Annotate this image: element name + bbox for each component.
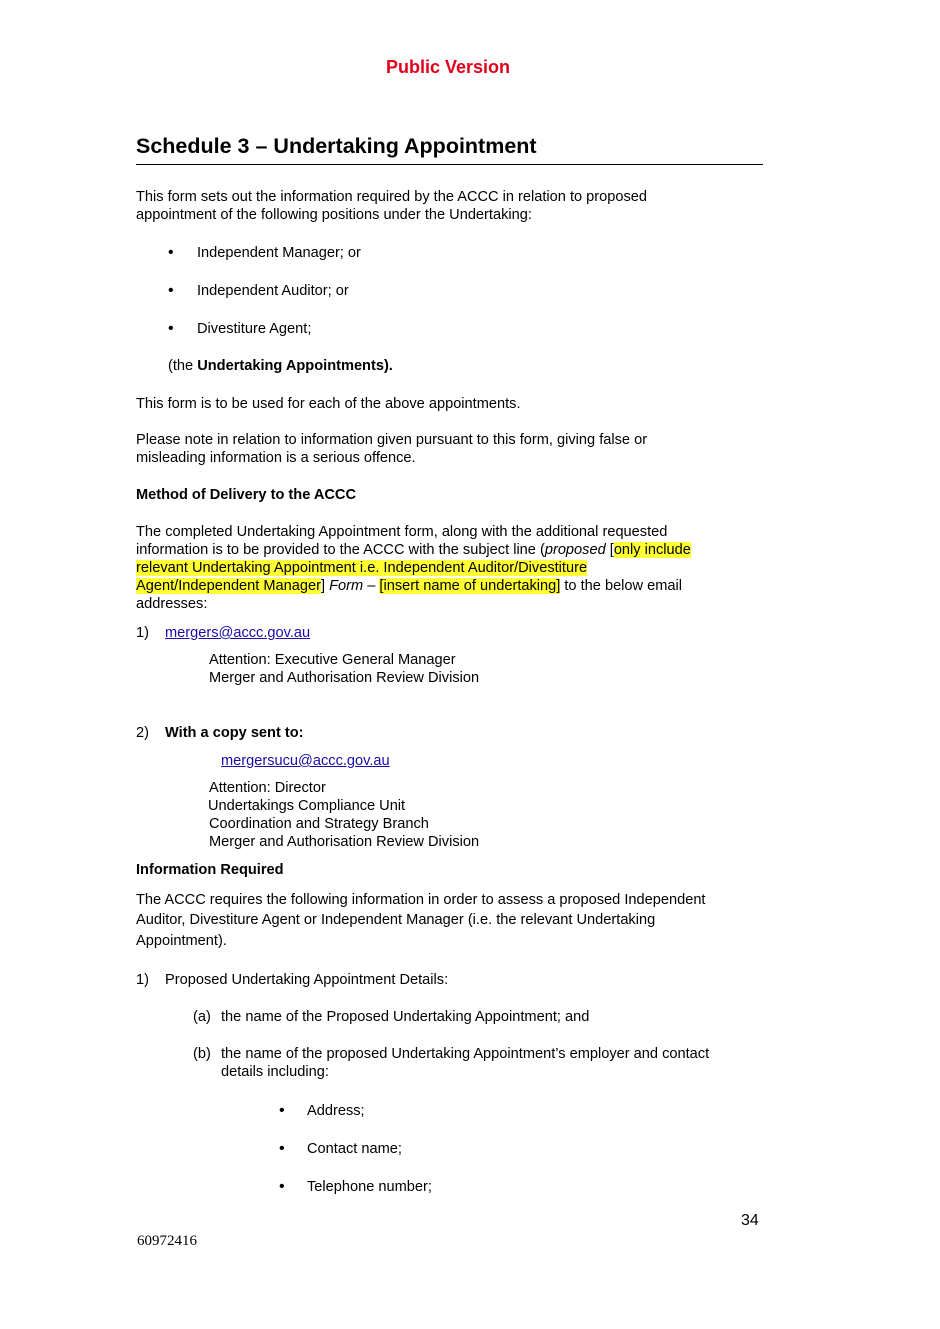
bullet-icon: •	[279, 1178, 285, 1195]
info-item-1: Proposed Undertaking Appointment Details:	[165, 972, 449, 988]
delivery-line-3	[136, 559, 587, 577]
delivery-text: [	[605, 542, 614, 558]
delivery-italic: proposed	[544, 542, 606, 558]
sub-item-a-label: (a)	[193, 1009, 211, 1025]
info-heading: Information Required	[136, 862, 284, 878]
bullet-icon: •	[168, 282, 174, 299]
position-item: Independent Auditor; or	[197, 283, 349, 299]
page-title: Schedule 3 – Undertaking Appointment	[136, 134, 537, 158]
detail-item: Address;	[307, 1103, 365, 1119]
recipient-2-branch: Coordination and Strategy Branch	[209, 816, 429, 832]
warning-line-1: Please note in relation to information given pursuant to this form, giving false or	[136, 432, 648, 448]
position-item: Independent Manager; or	[197, 245, 361, 261]
intro-line-1: This form sets out the information required by the ACCC in relation to proposed	[136, 189, 648, 205]
delivery-text: information is to be provided to the ACCC with the subject line (	[136, 542, 545, 558]
delivery-line-5: addresses:	[136, 596, 208, 612]
sub-item-b-line-1: the name of the proposed Undertaking Appointment’s employer and contact	[221, 1046, 710, 1062]
delivery-line-2	[136, 541, 691, 559]
mergersucu-email-link[interactable]: mergersucu@accc.gov.au	[221, 753, 390, 769]
bullet-icon: •	[279, 1102, 285, 1119]
recipient-1-division: Merger and Authorisation Review Division	[209, 670, 480, 686]
delivery-text: –	[363, 578, 380, 594]
recipient-1-attention: Attention: Executive General Manager	[209, 652, 456, 668]
recipient-2-division: Merger and Authorisation Review Division	[209, 834, 480, 850]
detail-item: Telephone number;	[307, 1179, 432, 1195]
page-number: 34	[741, 1212, 759, 1229]
intro-line-2: appointment of the following positions under the Undertaking:	[136, 207, 532, 223]
highlighted-text: relevant Undertaking Appointment i.e. Independent Auditor/Divestiture	[136, 560, 588, 576]
bullet-icon: •	[168, 320, 174, 337]
bullet-icon: •	[279, 1140, 285, 1157]
position-item: Divestiture Agent;	[197, 321, 312, 337]
recipient-2-number: 2)	[136, 725, 149, 741]
info-line-2: Auditor, Divestiture Agent or Independent Manager (i.e. the relevant Undertaking	[136, 912, 656, 928]
recipient-2-unit: Undertakings Compliance Unit	[208, 798, 406, 814]
delivery-line-1: The completed Undertaking Appointment form, along with the additional requested	[136, 524, 668, 540]
copy-sent-label: With a copy sent to:	[165, 725, 304, 741]
warning-line-2: misleading information is a serious offence.	[136, 450, 416, 466]
usage-note: This form is to be used for each of the above appointments.	[136, 396, 521, 412]
sub-item-a-text: the name of the Proposed Undertaking Appointment; and	[221, 1009, 590, 1025]
highlighted-text: only include	[613, 542, 691, 558]
highlighted-text: Agent/Independent Manager	[136, 578, 322, 594]
info-line-1: The ACCC requires the following information in order to assess a proposed Independent	[136, 892, 706, 908]
definition-term: Undertaking Appointments).	[197, 358, 393, 374]
detail-item: Contact name;	[307, 1141, 402, 1157]
delivery-text: to the below email	[560, 578, 683, 594]
delivery-text: ]	[321, 578, 330, 594]
public-version-label: Public Version	[385, 57, 511, 77]
document-id: 60972416	[137, 1233, 197, 1249]
recipient-1-number: 1)	[136, 625, 149, 641]
definition-line	[168, 357, 393, 375]
delivery-line-4	[136, 577, 682, 595]
sub-item-b-line-2: details including:	[221, 1064, 329, 1080]
info-line-3: Appointment).	[136, 933, 227, 949]
definition-prefix: (the	[168, 358, 198, 374]
delivery-heading: Method of Delivery to the ACCC	[136, 487, 356, 503]
highlighted-text: [insert name of undertaking]	[379, 578, 561, 594]
title-underline	[136, 164, 763, 165]
info-item-1-number: 1)	[136, 972, 149, 988]
mergers-email-link[interactable]: mergers@accc.gov.au	[165, 625, 311, 641]
delivery-italic: Form	[329, 578, 364, 594]
recipient-2-attention: Attention: Director	[209, 780, 326, 796]
sub-item-b-label: (b)	[193, 1046, 211, 1062]
bullet-icon: •	[168, 244, 174, 261]
